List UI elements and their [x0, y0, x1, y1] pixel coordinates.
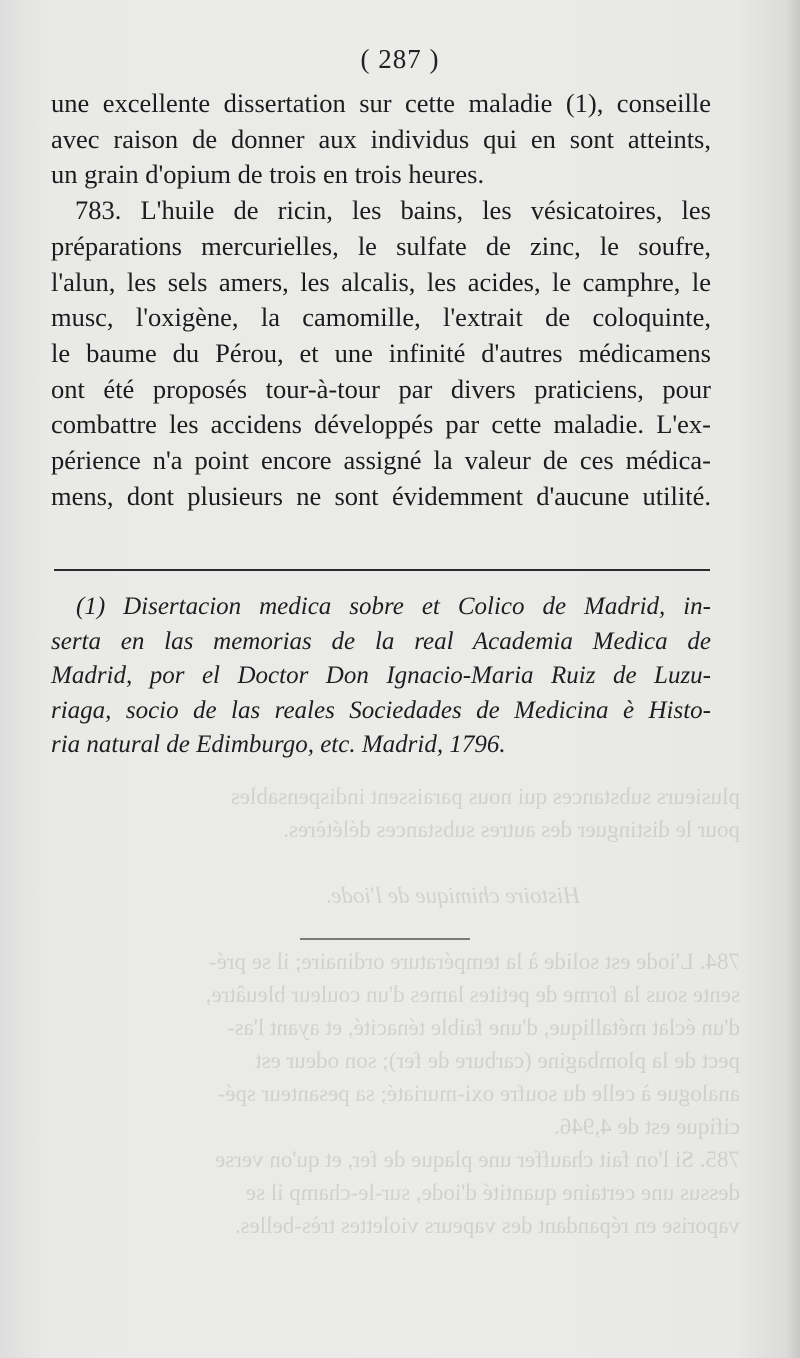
text-line: ont été proposés tour-à-tour par divers praticiens, pour: [51, 373, 711, 404]
text-line: combattre les accidens développés par cette maladie. L'ex-: [51, 409, 711, 440]
text-line: 783. L'huile de ricin, les bains, les vésicatoires, les: [75, 195, 711, 226]
text-line: musc, l'oxigène, la camomille, l'extrait de coloquinte,: [51, 302, 711, 333]
show-through-line: d'un éclat métallique, d'une faible ténacité, et ayant l'as-: [226, 1015, 740, 1040]
footnote-line: serta en las memorias de la real Academia Medica de: [51, 627, 711, 655]
page-number: ( 287 ): [360, 44, 440, 74]
show-through-line: cifique est de 4,946.: [554, 1114, 740, 1139]
show-through-line: 784. L'iode est solide à la température ordinaire; il se pré-: [208, 949, 740, 974]
show-through-text: [60, 780, 740, 1242]
show-through-line: [60, 846, 740, 879]
footnote-separator: [54, 569, 710, 571]
footnote-line: ria natural de Edimburgo, etc. Madrid, 1796.: [51, 731, 506, 759]
show-through-line: dessus une certaine quantité d'iode, sur-le-champ il se: [245, 1180, 740, 1205]
main-text: [51, 86, 711, 514]
footnote: [51, 590, 711, 763]
show-through-line: vaporise en répandant des vapeurs violettes très-belles.: [234, 1213, 740, 1238]
text-line: une excellente dissertation sur cette maladie (1), conseille: [51, 88, 711, 118]
show-through-line: Histoire chimique de l'iode.: [325, 883, 580, 908]
page-edge-shadow: [786, 0, 800, 1358]
show-through-line: 785. Si l'on fait chauffer une plaque de fer, et qu'on verse: [215, 1147, 740, 1172]
text-line: mens, dont plusieurs ne sont évidemment d'aucune utilité.: [51, 480, 711, 511]
show-through-line: pect de la plombagine (carbure de fer); son odeur est: [255, 1048, 740, 1073]
show-through-line: analogue à celle du soufre oxi-muriaté; sa pesanteur spé-: [217, 1081, 740, 1106]
footnote-line: Madrid, por el Doctor Don Ignacio-Maria Ruiz de Luzu-: [51, 662, 711, 690]
show-through-line: plusieurs substances qui nous paraissent indispensables: [230, 784, 740, 809]
footnote-line: riaga, socio de las reales Sociedades de Medicina è Histo-: [51, 696, 711, 724]
show-through-line: [60, 912, 740, 945]
footnote-line: (1) Disertacion medica sobre et Colico de Madrid, in-: [76, 593, 711, 620]
text-line: le baume du Pérou, et une infinité d'autres médicamens: [51, 337, 711, 368]
text-line: avec raison de donner aux individus qui en sont atteints,: [51, 123, 711, 154]
show-through-line: pour le distinguer des autres substances délétères.: [283, 817, 740, 842]
text-line: un grain d'opium de trois en trois heures.: [51, 159, 485, 190]
text-line: l'alun, les sels amers, les alcalis, les acides, le camphre, le: [51, 266, 711, 297]
show-through-rule: [300, 938, 470, 940]
text-line: préparations mercurielles, le sulfate de zinc, le soufre,: [51, 230, 711, 261]
show-through-line: sente sous la forme de petites lames d'un couleur bleuâtre,: [205, 982, 740, 1007]
text-line: périence n'a point encore assigné la valeur de ces médica-: [51, 445, 711, 476]
